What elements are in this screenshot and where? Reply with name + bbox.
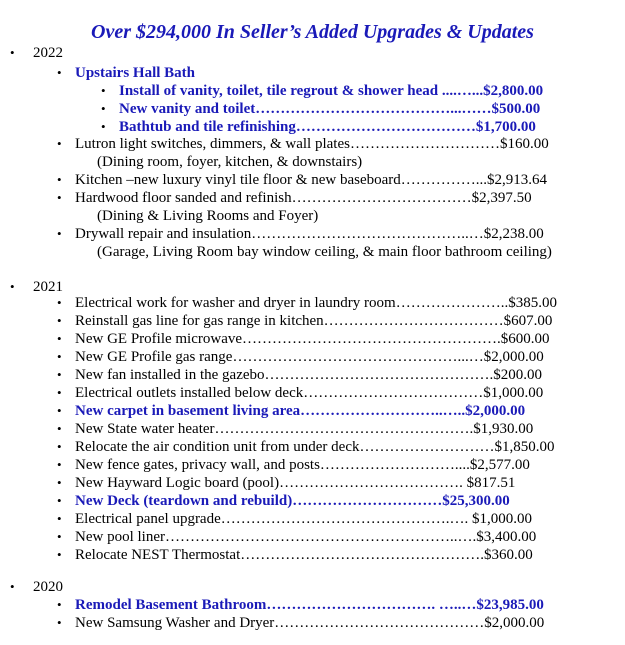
list-bullet: • [57, 421, 62, 436]
list-bullet: • [57, 615, 62, 630]
list-bullet: • [57, 475, 62, 490]
list-item-note: (Dining & Living Rooms and Foyer) [97, 208, 319, 224]
list-bullet: • [57, 367, 62, 382]
list-item: Drywall repair and insulation……………………………………..…$2,238.00 [75, 226, 544, 242]
sub-item: New vanity and toilet…………………………………...……$500.00 [119, 101, 541, 117]
list-item: Lutron light switches, dimmers, & wall plates…………………………$160.00 [75, 136, 549, 152]
list-bullet: • [57, 385, 62, 400]
list-item: Electrical work for washer and dryer in laundry room…………………..$385.00 [75, 295, 557, 311]
list-bullet: • [57, 190, 62, 205]
list-bullet: • [57, 226, 62, 241]
list-item: Electrical panel upgrade……………………………………….…. $1,000.00 [75, 511, 533, 527]
list-item: Kitchen –new luxury vinyl tile floor & new baseboard……………...$2,913.64 [75, 172, 548, 188]
year-bullet: • [10, 279, 15, 294]
list-bullet: • [57, 511, 62, 526]
list-bullet: • [57, 349, 62, 364]
list-item: New State water heater…………………………………………….$1,930.00 [75, 421, 534, 437]
year-heading-2022: 2022 [33, 45, 63, 61]
list-item: Hardwood floor sanded and refinish………………………………$2,397.50 [75, 190, 532, 206]
list-item: Reinstall gas line for gas range in kitchen………………………………$607.00 [75, 313, 553, 329]
list-item: Relocate the air condition unit from under deck………………………$1,850.00 [75, 439, 555, 455]
list-item: New Samsung Washer and Dryer……………………………………$2,000.00 [75, 615, 545, 631]
sub-bullet: • [101, 83, 106, 98]
list-bullet: • [57, 493, 62, 508]
list-item: Electrical outlets installed below deck………………………………$1,000.00 [75, 385, 544, 401]
year-heading-2021: 2021 [33, 279, 63, 295]
list-bullet: • [57, 597, 62, 612]
list-item: Relocate NEST Thermostat………………………………………….$360.00 [75, 547, 533, 563]
list-bullet: • [57, 457, 62, 472]
list-bullet: • [57, 172, 62, 187]
list-bullet: • [57, 529, 62, 544]
list-item: New pool liner…………………………………………………..….$3,400.00 [75, 529, 537, 545]
list-bullet: • [57, 439, 62, 454]
list-item: New Deck (teardown and rebuild)…………………………$25,300.00 [75, 493, 510, 509]
list-bullet: • [57, 547, 62, 562]
list-item: New carpet in basement living area………………………..…..$2,000.00 [75, 403, 526, 419]
list-bullet: • [57, 65, 62, 80]
list-item: New Hayward Logic board (pool)………………………………. $817.51 [75, 475, 516, 491]
list-item: New GE Profile microwave…………………………………………….$600.00 [75, 331, 550, 347]
list-bullet: • [57, 136, 62, 151]
year-heading-2020: 2020 [33, 579, 63, 595]
list-item: New fan installed in the gazebo……………………………………….$200.00 [75, 367, 543, 383]
list-bullet: • [57, 331, 62, 346]
sub-item: Install of vanity, toilet, tile regrout & shower head ....…...$2,800.00 [119, 83, 544, 99]
list-item: Upstairs Hall Bath [75, 65, 196, 81]
list-bullet: • [57, 295, 62, 310]
list-item-note: (Garage, Living Room bay window ceiling, & main floor bathroom ceiling) [97, 244, 552, 260]
year-bullet: • [10, 45, 15, 60]
list-item: New fence gates, privacy wall, and posts………………………....$2,577.00 [75, 457, 530, 473]
year-bullet: • [10, 579, 15, 594]
list-item: New GE Profile gas range………………………………………...…$2,000.00 [75, 349, 544, 365]
page-title: Over $294,000 In Seller’s Added Upgrades & Updates [91, 21, 534, 43]
list-bullet: • [57, 313, 62, 328]
sub-bullet: • [101, 119, 106, 134]
list-bullet: • [57, 403, 62, 418]
list-item: Remodel Basement Bathroom……………………………. …..…$23,985.00 [75, 597, 544, 613]
sub-item: Bathtub and tile refinishing………………………………$1,700.00 [119, 119, 536, 135]
list-item-note: (Dining room, foyer, kitchen, & downstairs) [97, 154, 363, 170]
sub-bullet: • [101, 101, 106, 116]
